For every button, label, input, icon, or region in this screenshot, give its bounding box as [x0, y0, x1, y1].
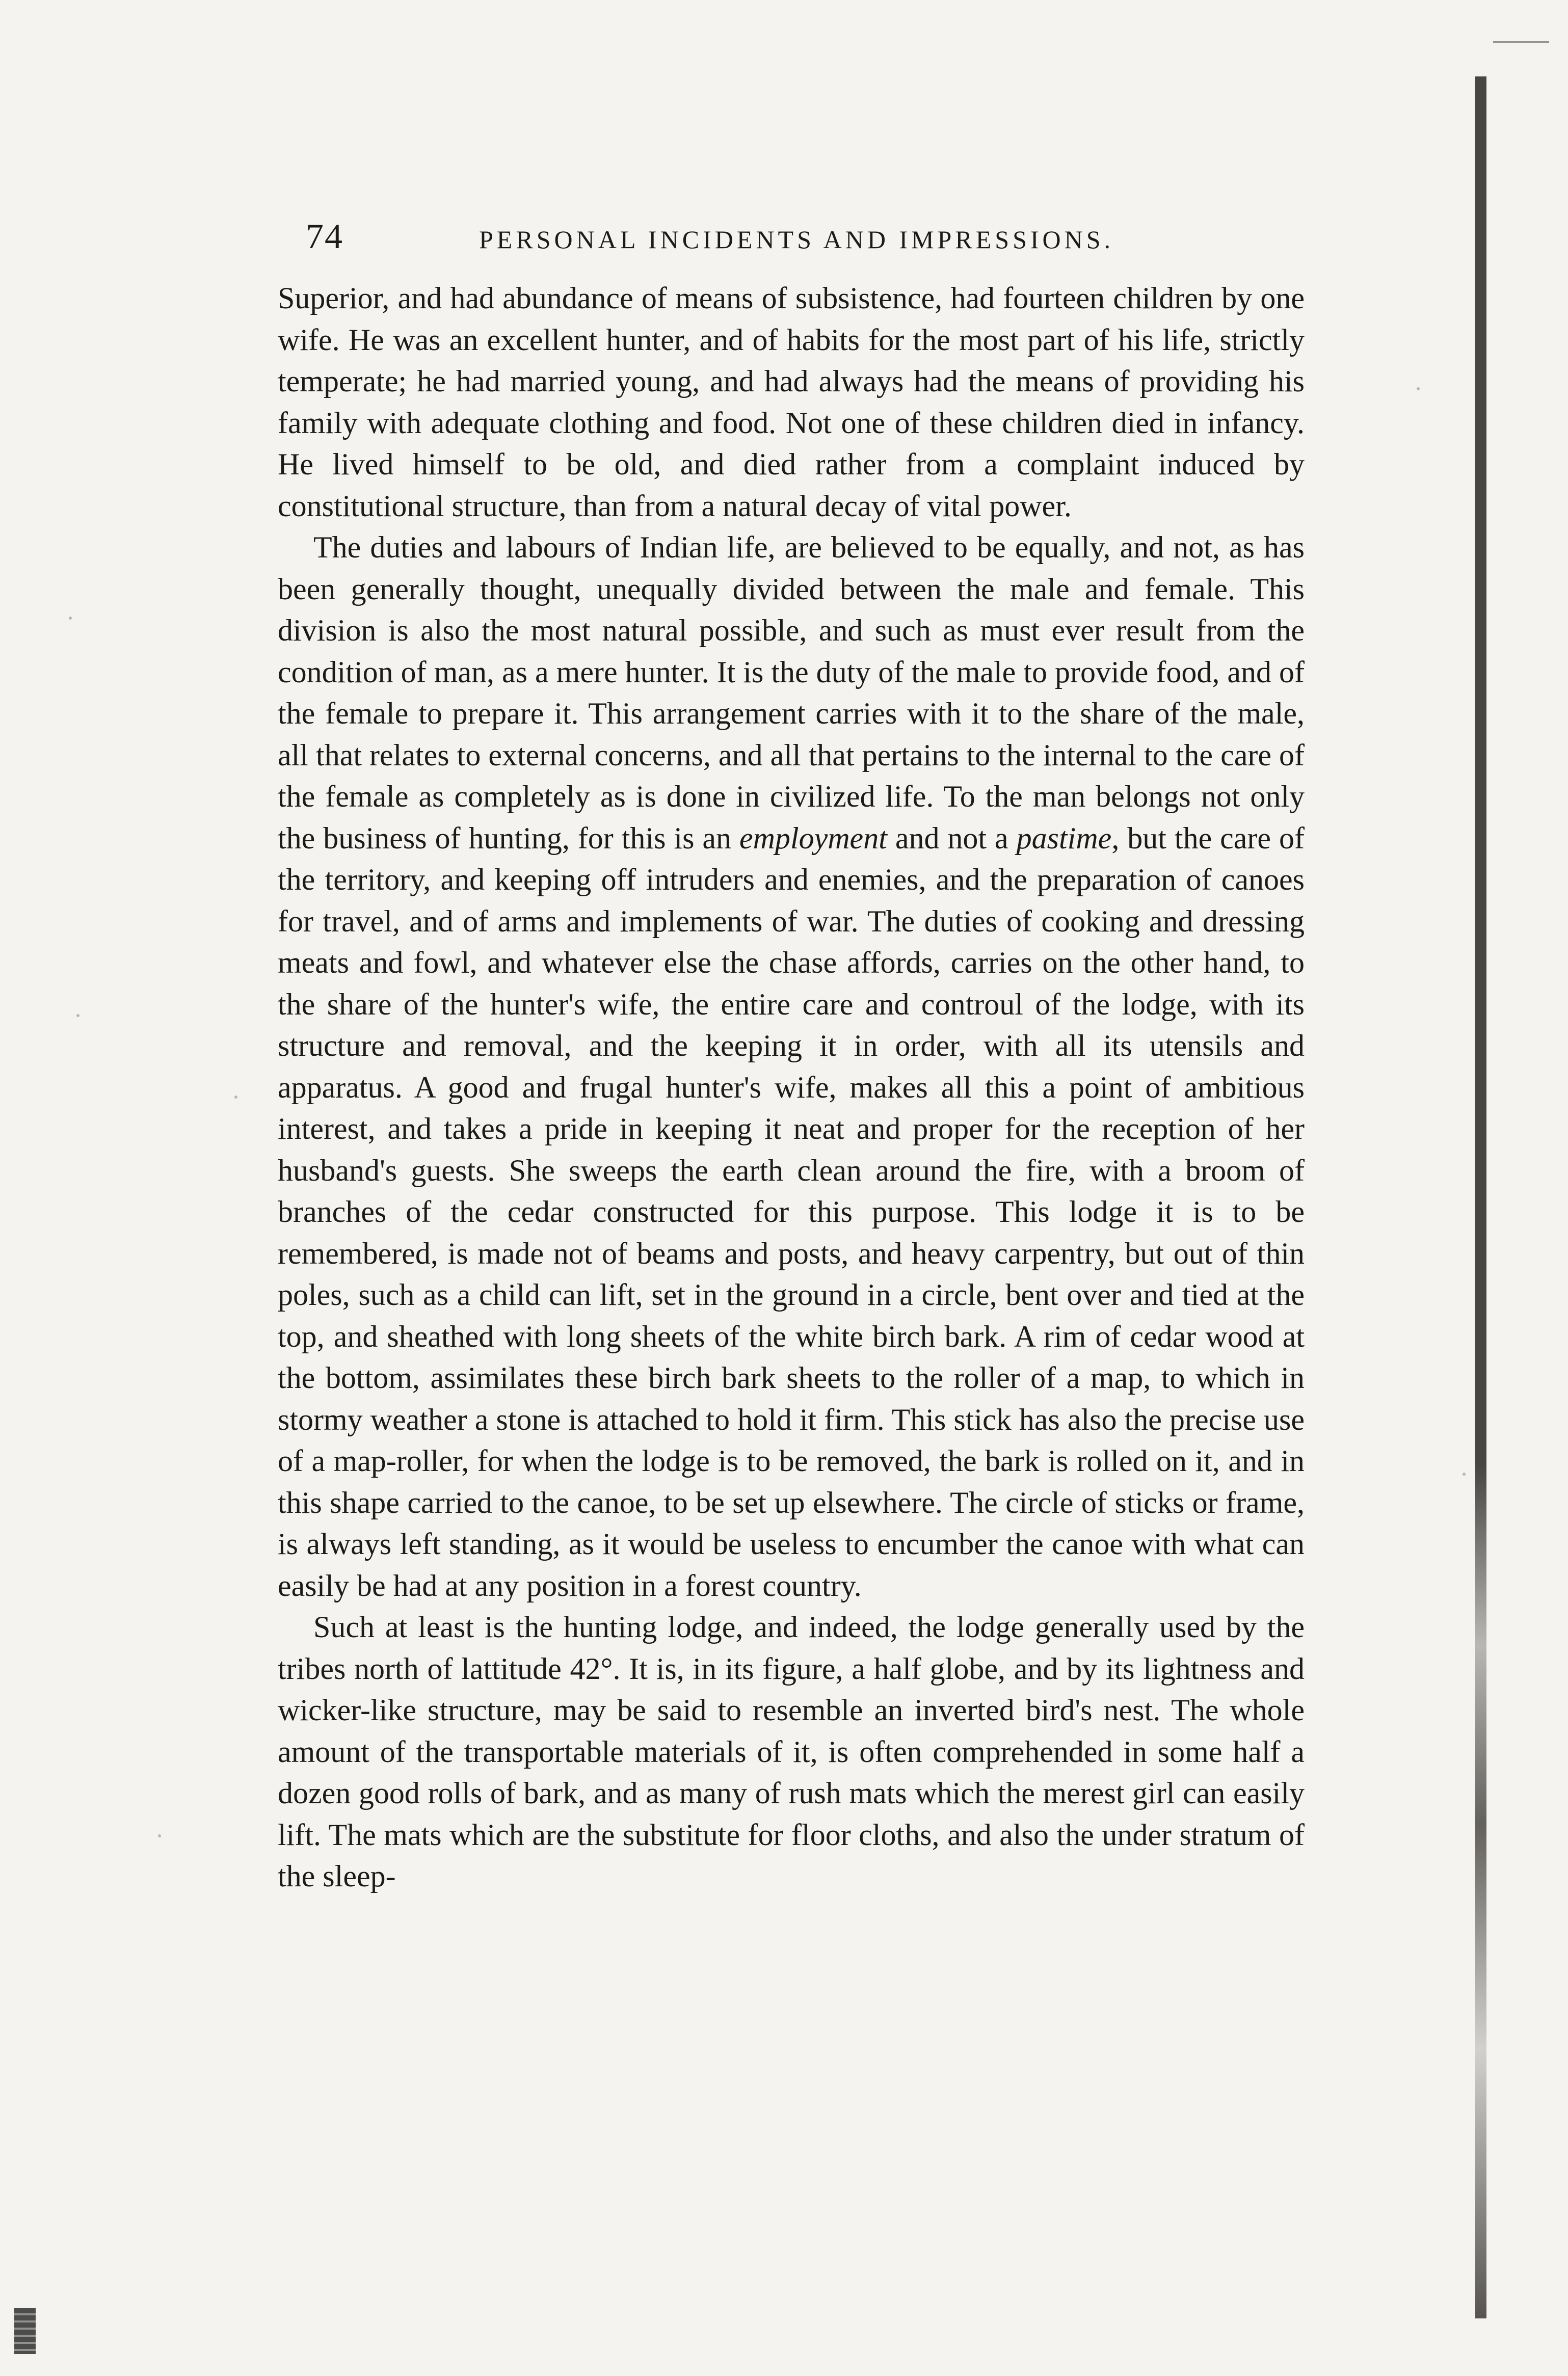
paragraph-2-text-b: and not a	[887, 821, 1017, 855]
running-head: PERSONAL INCIDENTS AND IMPRESSIONS.	[479, 225, 1114, 254]
scan-speck	[69, 617, 72, 620]
paragraph-1: Superior, and had abundance of means of subsistence, had fourteen children by one wife. He was an excellent hunter, and of habits for the most part of his life, strictly temperate; he had married young, and had always had the means of providing his family with adequate clothing and food. Not one of these children died in infancy. He lived himself to be old, and died rather from a complaint induced by constitutional structure, than from a natural decay of vital power.	[278, 281, 1305, 523]
page-header	[306, 217, 1315, 257]
scan-speck	[1417, 387, 1420, 390]
scan-speck	[76, 1014, 79, 1017]
paragraph-2	[278, 527, 1305, 1607]
italic-employment: employment	[739, 821, 887, 855]
body-text	[278, 278, 1305, 1898]
binding-edge-line	[1493, 41, 1549, 43]
scan-speck	[234, 1096, 237, 1099]
scan-corner-mark	[14, 2308, 36, 2354]
binding-shadow	[1475, 76, 1486, 2318]
paragraph-3: Such at least is the hunting lodge, and indeed, the lodge generally used by the tribes north of lattitude 42°. It is, in its figure, a half globe, and by its lightness and wicker-like structure, may be said to resemble an inverted bird's nest. The whole amount of the transportable materials of it, is often comprehended in some half a dozen good rolls of bark, and as many of rush mats which the merest girl can easily lift. The mats which are the substitute for floor cloths, and also the under stratum of the sleep-	[278, 1610, 1305, 1893]
italic-pastime: pastime	[1016, 821, 1112, 855]
scan-speck	[1463, 1473, 1466, 1476]
paragraph-2-text-c: , but the care of the territory, and keeping off intruders and enemies, and the preparation of canoes for travel, and of arms and implements of war. The duties of cooking and dressing meats and fowl, and whatever else the chase affords, carries on the other hand, to the share of the hunter's wife, the entire care and controul of the lodge, with its structure and removal, and the keeping it in order, with all its utensils and apparatus. A good and frugal hunter's wife, makes all this a point of ambitious interest, and takes a pride in keeping it neat and proper for the reception of her husband's guests. She sweeps the earth clean around the fire, with a broom of branches of the cedar constructed for this purpose. This lodge it is to be remembered, is made not of beams and posts, and heavy carpentry, but out of thin poles, such as a child can lift, set in the ground in a circle, bent over and tied at the top, and sheathed with long sheets of the white birch bark. A rim of cedar wood at the bottom, assimilates these birch bark sheets to the roller of a map, to which in stormy weather a stone is attached to hold it firm. This stick has also the precise use of a map-roller, for when the lodge is to be removed, the bark is rolled on it, and in this shape carried to the canoe, to be set up elsewhere. The circle of sticks or frame, is always left standing, as it would be useless to encumber the canoe with what can easily be had at any position in a forest country.	[278, 821, 1305, 1603]
paragraph-2-text-a: The duties and labours of Indian life, are believed to be equally, and not, as has been generally thought, unequally divided between the male and female. This division is also the most natural possible, and such as must ever result from the condition of man, as a mere hunter. It is the duty of the male to provide food, and of the female to prepare it. This arrangement carries with it to the share of the male, all that relates to external concerns, and all that pertains to the internal to the care of the female as completely as is done in civilized life. To the man belongs not only the business of hunting, for this is an	[278, 530, 1305, 855]
page-number: 74	[306, 217, 343, 256]
scan-speck	[158, 1834, 161, 1837]
